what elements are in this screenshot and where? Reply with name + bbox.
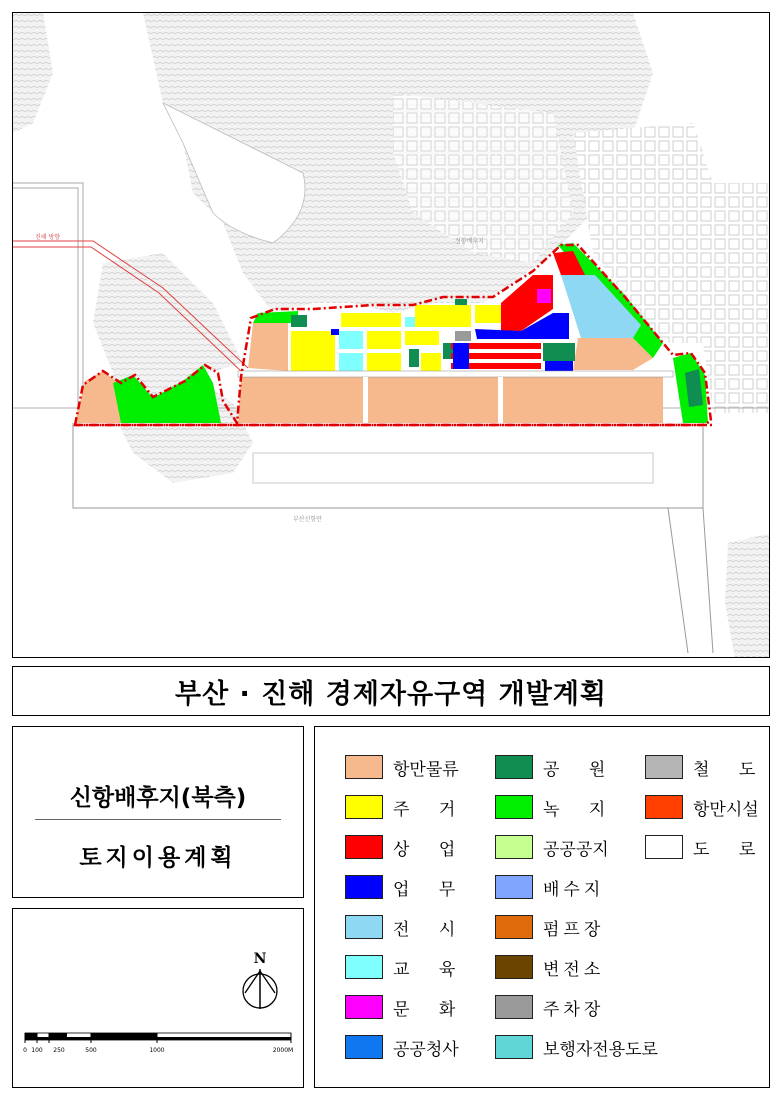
legend-item-exhibition <box>345 914 467 940</box>
map-canvas <box>13 13 770 658</box>
legend-swatch <box>645 755 683 779</box>
legend-label: 업 무 <box>393 879 468 900</box>
legend-swatch <box>495 915 533 939</box>
legend-label: 항만시설 <box>693 799 759 820</box>
legend-label: 철 도 <box>693 759 768 780</box>
legend-swatch <box>345 915 383 939</box>
southeast-island <box>725 533 770 658</box>
legend-item-parking <box>495 994 604 1020</box>
title-box <box>12 666 770 716</box>
scale-box <box>12 908 304 1088</box>
scale-label-1000: 1000 <box>149 1047 165 1054</box>
legend-item-railway <box>645 754 767 780</box>
legend-label: 문 화 <box>393 999 468 1020</box>
page-title: 부산 · 진해 경제자유구역 개발계획 <box>174 678 607 710</box>
legend-label: 녹 지 <box>543 799 618 820</box>
legend-swatch <box>495 1035 533 1059</box>
land-use-culture <box>537 289 551 303</box>
subtitle-box <box>12 726 304 898</box>
legend-item-port-logistics <box>345 754 459 780</box>
legend-item-pump-station <box>495 914 604 940</box>
east-town-2 <box>703 183 770 413</box>
legend-item-park <box>495 754 617 780</box>
subtitle-area: 신항배후지(북측) <box>69 785 247 811</box>
scale-label-0: 0 <box>23 1047 27 1054</box>
legend-swatch <box>495 795 533 819</box>
legend-swatch <box>345 1035 383 1059</box>
legend-swatch <box>495 955 533 979</box>
legend-swatch <box>345 835 383 859</box>
scale-label-250: 250 <box>53 1047 65 1054</box>
map-label-place: 신항배후지 <box>455 238 484 245</box>
north-arrow-and-scale <box>13 909 303 1087</box>
map-label-sea: 부산신항만 <box>293 516 322 523</box>
legend-label: 교 육 <box>393 959 468 980</box>
legend-swatch <box>645 795 683 819</box>
north-label: N <box>253 951 267 967</box>
legend-label: 항만물류 <box>393 759 459 780</box>
legend-item-business <box>345 874 467 900</box>
map-label-road: 진해 방향 <box>35 234 61 241</box>
legend-swatch <box>345 875 383 899</box>
legend-swatch <box>345 955 383 979</box>
legend-swatch <box>345 755 383 779</box>
legend-item-public-office <box>345 1034 459 1060</box>
scale-label-2000: 2000M <box>272 1047 294 1054</box>
legend-swatch <box>345 795 383 819</box>
legend-label: 공공청사 <box>393 1039 459 1060</box>
legend-item-public-space <box>495 834 609 860</box>
legend-swatch <box>645 835 683 859</box>
legend-label: 주 거 <box>393 799 468 820</box>
legend-label: 공공공지 <box>543 839 609 860</box>
legend-swatch <box>345 995 383 1019</box>
legend-item-culture <box>345 994 467 1020</box>
scale-bar <box>23 1033 293 1054</box>
legend-label: 전 시 <box>393 919 468 940</box>
legend-label: 변전소 <box>543 959 605 980</box>
legend-item-education <box>345 954 467 980</box>
legend-label: 상 업 <box>393 839 468 860</box>
legend-swatch <box>495 875 533 899</box>
legend-item-commercial <box>345 834 467 860</box>
legend-swatch <box>495 995 533 1019</box>
legend-item-road <box>645 834 767 860</box>
legend-box <box>314 726 770 1088</box>
land-use-map[interactable] <box>12 12 770 658</box>
northwest-hill <box>13 13 53 133</box>
subtitle-divider <box>35 819 281 820</box>
legend-label: 펌프장 <box>543 919 605 940</box>
legend-label: 보행자전용도로 <box>543 1039 658 1060</box>
legend-item-substation <box>495 954 604 980</box>
west-hill <box>93 253 243 383</box>
legend-item-residential <box>345 794 467 820</box>
legend-swatch <box>495 835 533 859</box>
legend-item-green <box>495 794 617 820</box>
subtitle-plan: 토지이용계획 <box>79 845 237 871</box>
scale-label-500: 500 <box>85 1047 97 1054</box>
legend-swatch <box>495 755 533 779</box>
legend-item-pedestrian-road <box>495 1034 658 1060</box>
legend-label: 도 로 <box>693 839 768 860</box>
legend-item-port-facility <box>645 794 759 820</box>
legend-item-reservoir <box>495 874 604 900</box>
legend-label: 공 원 <box>543 759 618 780</box>
legend-label: 주차장 <box>543 999 605 1020</box>
north-arrow-icon <box>243 951 277 1009</box>
scale-label-100: 100 <box>31 1047 43 1054</box>
land-use-parking <box>455 331 471 341</box>
legend-label: 배수지 <box>543 879 605 900</box>
